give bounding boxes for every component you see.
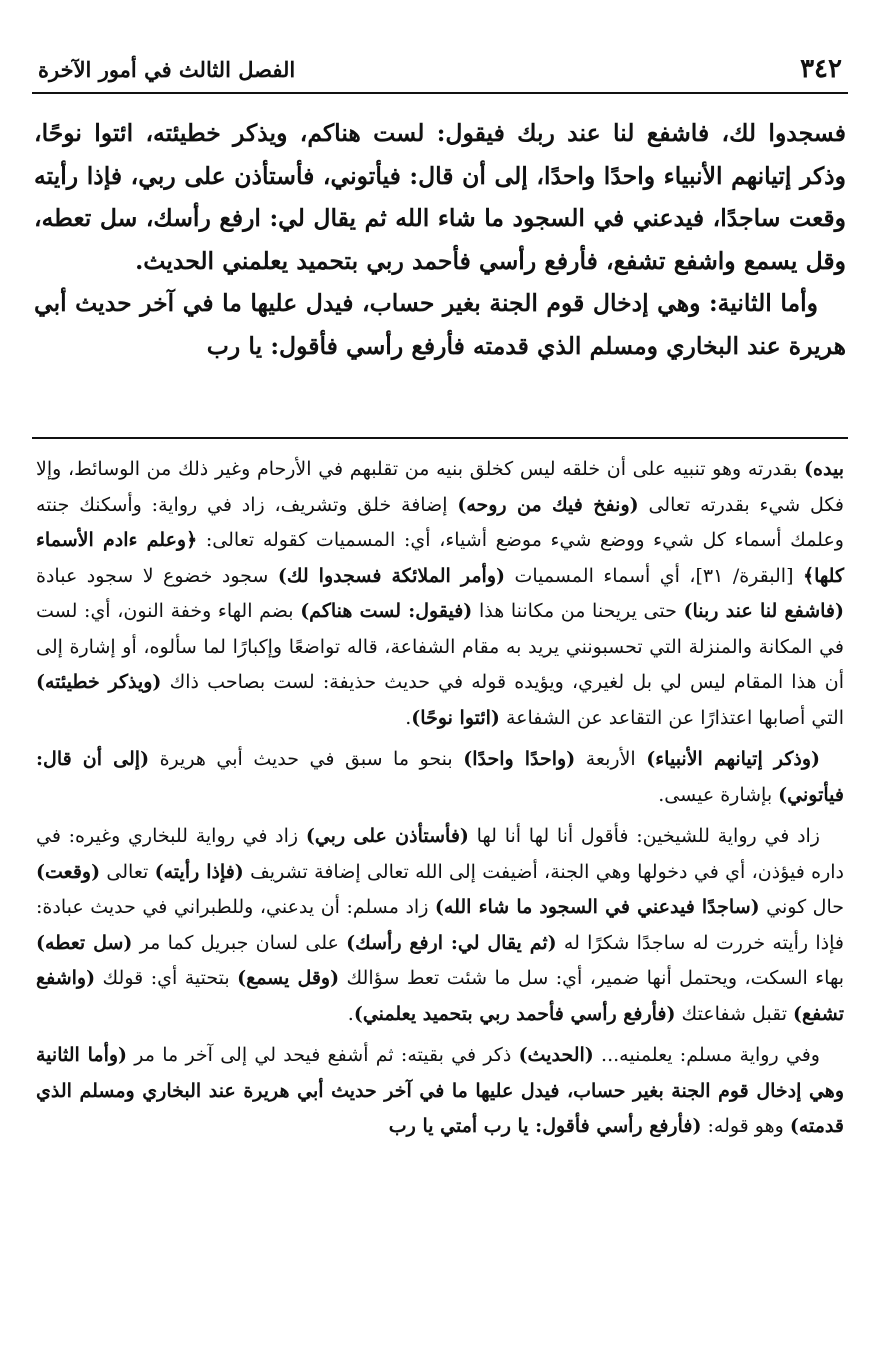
quoted-hadith-text: بيده) <box>804 458 844 480</box>
main-text <box>34 112 846 367</box>
quoted-hadith-text: (ثم يقال لي: ارفع رأسك) <box>346 931 557 954</box>
quoted-hadith-text: ﴿وعلم ءادم الأسماء كلها﴾ <box>36 529 844 587</box>
commentary-text: على لسان جبريل كما مر <box>132 931 347 954</box>
commentary-text: حتى يريحنا من مكاننا هذا <box>472 600 684 622</box>
commentary-paragraph-1 <box>36 452 844 736</box>
commentary-text: زاد في رواية للبخاري وغيره: في داره فيؤذن، أي في دخولها وهي الجنة، أضيفت إلى الله تعالى إضافة تشريف <box>36 825 844 883</box>
quoted-hadith-text: (وأمر الملائكة فسجدوا لك) <box>277 564 505 587</box>
quoted-hadith-text: (فإذا رأيته) <box>154 860 244 883</box>
commentary-text: بتحتية أي: قولك <box>95 967 238 989</box>
running-title: الفصل الثالث في أمور الآخرة <box>38 57 296 82</box>
commentary-text: تقبل شفاعتك <box>675 1002 794 1025</box>
commentary-text: زاد مسلم: أن يدعني، وللطبراني في حديث عبادة: فإذا رأيته خررت له ساجدًا شكرًا له <box>36 896 844 954</box>
footnote-separator <box>32 437 848 439</box>
commentary-paragraph-4 <box>36 1038 844 1145</box>
main-paragraph-1: فسجدوا لك، فاشفع لنا عند ربك فيقول: لست هناكم، ويذكر خطيئته، ائتوا نوحًا، وذكر إتيانهم الأنبياء واحدًا واحدًا، إلى أن قال: فيأتوني، فأستأذن على ربي، فإذا رأيته وقعت ساجدًا، فيدعني في السجود ما شاء الله ثم يقال لي: ارفع رأسك، سل تعطه، وقل يسمع واشفع تشفع، فأرفع رأسي فأحمد ربي بتحميد يعلمني الحديث. <box>34 119 846 275</box>
main-paragraph-2: وأما الثانية: وهي إدخال قوم الجنة بغير حساب، فيدل عليها ما في آخر حديث أبي هريرة عند البخاري ومسلم الذي قدمته فأرفع رأسي فأقول: يا رب <box>34 289 846 360</box>
commentary-text: التي أصابها اعتذارًا عن التقاعد عن الشفاعة <box>499 706 844 729</box>
quoted-hadith-text: (فيقول: لست هناكم) <box>300 600 473 622</box>
quoted-hadith-text: (فأستأذن على ربي) <box>305 825 469 847</box>
commentary-text: وهو قوله: <box>701 1115 790 1137</box>
commentary-text: ذكر في بقيته: ثم أشفع فيحد لي إلى آخر ما مر <box>127 1044 519 1066</box>
commentary-text: إضافة خلق وتشريف، زاد في رواية: وأسكنك جنته وعلمك أسماء كل شيء ووضع شيء موضع أشياء، أي: المسميات كقوله تعالى: <box>36 493 844 551</box>
commentary-text: بقدرته وهو تنبيه على أن خلقه ليس كخلق بنيه من تقلبهم في الأرحام وغير ذلك من الوسائط، وإلا فكل شيء بقدرته تعالى <box>36 458 844 516</box>
quoted-hadith-text: (وقل يسمع) <box>237 967 340 989</box>
quoted-hadith-text: (واشفع تشفع) <box>36 967 844 1025</box>
quoted-hadith-text: (وذكر إتيانهم الأنبياء) <box>646 748 821 770</box>
page-header <box>32 52 848 94</box>
quoted-hadith-text: (فاشفع لنا عند ربنا) <box>683 600 844 622</box>
commentary-text: بضم الهاء وخفة النون، أي: لست في المكانة والمنزلة التي تحسبونني يريد به مقام الشفاعة، قاله تواضعًا وإكبارًا لما سألوه، أو إشارة إلى أن هذا المقام ليس لي بل لغيري، ويؤيده قوله في حديث حذيفة: لست بصاحب ذاك <box>36 600 844 693</box>
quoted-hadith-text: (إلى أن قال: فيأتوني) <box>36 748 844 806</box>
commentary <box>36 452 844 1151</box>
commentary-text: الأربعة <box>575 748 647 770</box>
commentary-text: حال كوني <box>759 896 845 918</box>
commentary-paragraph-3 <box>36 819 844 1032</box>
quoted-hadith-text: (واحدًا واحدًا) <box>463 748 576 770</box>
commentary-text: بإشارة عيسى. <box>658 783 779 806</box>
commentary-text: زاد في رواية للشيخين: فأقول أنا لها أنا لها <box>468 825 820 847</box>
quoted-hadith-text: (سل تعطه) <box>36 931 133 954</box>
commentary-text: وفي رواية مسلم: يعلمنيه... <box>593 1044 820 1066</box>
quoted-hadith-text: (وقعت) <box>36 860 101 883</box>
commentary-text: بنحو ما سبق في حديث أبي هريرة <box>149 748 464 770</box>
commentary-text: [البقرة/ ٣١]، أي أسماء المسميات <box>504 564 803 587</box>
quoted-hadith-text: (فأرفع رأسي فأقول: يا رب أمتي يا رب <box>388 1115 702 1137</box>
quoted-hadith-text: (ائتوا نوحًا) <box>411 706 500 729</box>
commentary-text: سجود خضوع لا سجود عبادة <box>36 564 278 587</box>
commentary-text: . <box>347 1002 354 1025</box>
quoted-hadith-text: (وأما الثانية وهي إدخال قوم الجنة بغير حساب، فيدل عليها ما في آخر حديث أبي هريرة عند البخاري ومسلم الذي قدمته) <box>36 1044 844 1137</box>
commentary-text: تعالى <box>100 860 155 883</box>
quoted-hadith-text: (ونفخ فيك من روحه) <box>457 493 639 516</box>
quoted-hadith-text: (الحديث) <box>518 1044 594 1066</box>
quoted-hadith-text: (ويذكر خطيئته) <box>36 671 162 693</box>
commentary-paragraph-2 <box>36 742 844 813</box>
quoted-hadith-text: (فأرفع رأسي فأحمد ربي بتحميد يعلمني) <box>353 1002 676 1025</box>
commentary-text: . <box>405 706 412 729</box>
page-number: ٣٤٢ <box>800 54 842 84</box>
quoted-hadith-text: (ساجدًا فيدعني في السجود ما شاء الله) <box>434 896 760 918</box>
commentary-text: بهاء السكت، ويحتمل أنها ضمير، أي: سل ما شئت تعط سؤالك <box>339 967 844 989</box>
